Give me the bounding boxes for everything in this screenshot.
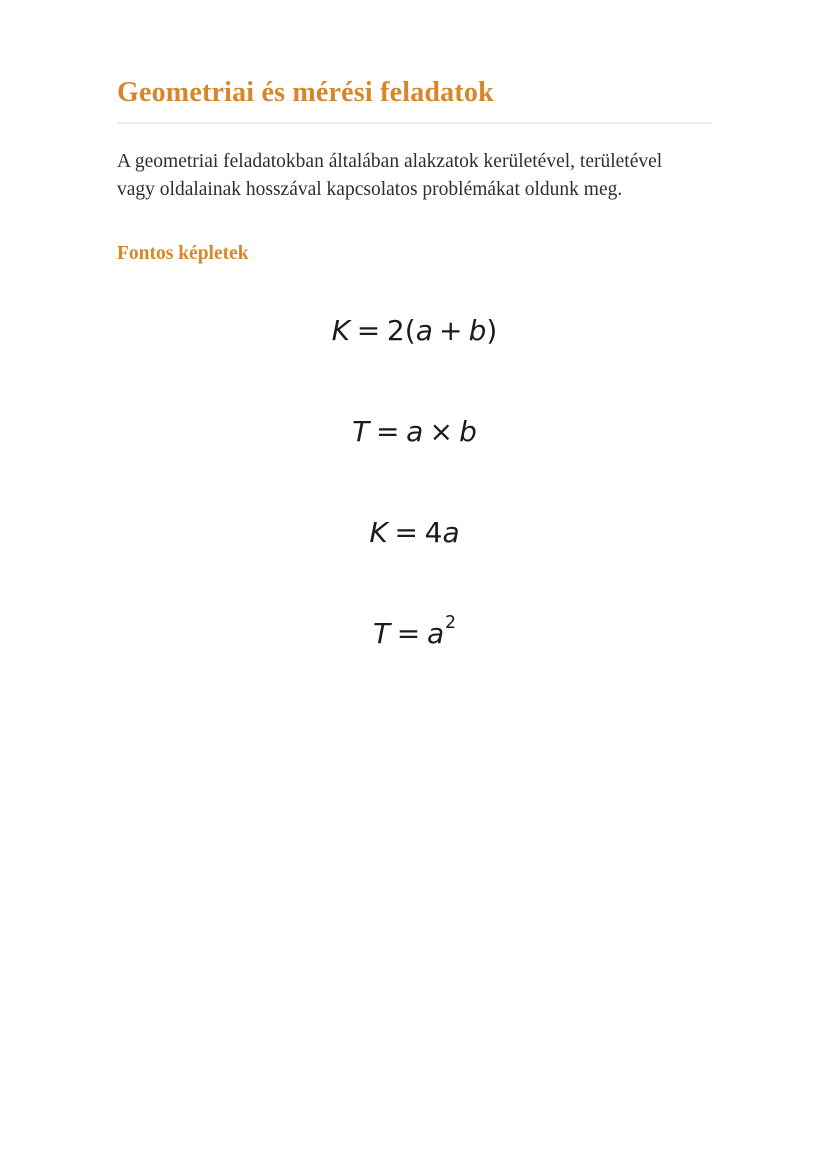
formula (117, 411, 712, 451)
formula-segment: a (415, 313, 433, 347)
formula-list (117, 310, 712, 653)
formula-segment: ) (486, 313, 498, 347)
formula-segment: T (352, 414, 370, 448)
formula-segment: b (459, 414, 477, 448)
formula-segment: 4 (424, 515, 443, 549)
formula (117, 613, 712, 653)
title-divider (117, 122, 712, 124)
formula-segment: × (429, 414, 453, 448)
formula-segment: a (426, 616, 445, 650)
formula-segment: + (439, 313, 463, 347)
intro-paragraph (117, 148, 712, 204)
intro-line-1: A geometriai feladatokban általában alakzatok kerületével, területével (117, 151, 663, 172)
intro-line-2: vagy oldalainak hosszával kapcsolatos problémákat oldunk meg. (117, 179, 623, 200)
formula (117, 512, 712, 552)
formula-segment: = (394, 515, 418, 549)
formula-segment: = (396, 616, 421, 650)
formula-segment: K (331, 313, 351, 347)
formula-segment: 2 (386, 313, 405, 347)
page-title: Geometriai és mérési feladatok (117, 77, 494, 108)
formula-segment: a (442, 515, 460, 549)
formula (117, 310, 712, 350)
formula-segment: ( (404, 313, 416, 347)
formula-segment: = (375, 414, 400, 448)
formula-segment: K (369, 515, 388, 549)
formula-segment: b (468, 313, 487, 347)
subheading-fontos-kepletek: Fontos képletek (117, 243, 249, 264)
formula-segment: T (372, 616, 391, 650)
formula-segment: 2 (445, 613, 457, 634)
content-column (117, 0, 712, 714)
formula-segment: = (356, 313, 381, 347)
formula-segment: a (406, 414, 424, 448)
